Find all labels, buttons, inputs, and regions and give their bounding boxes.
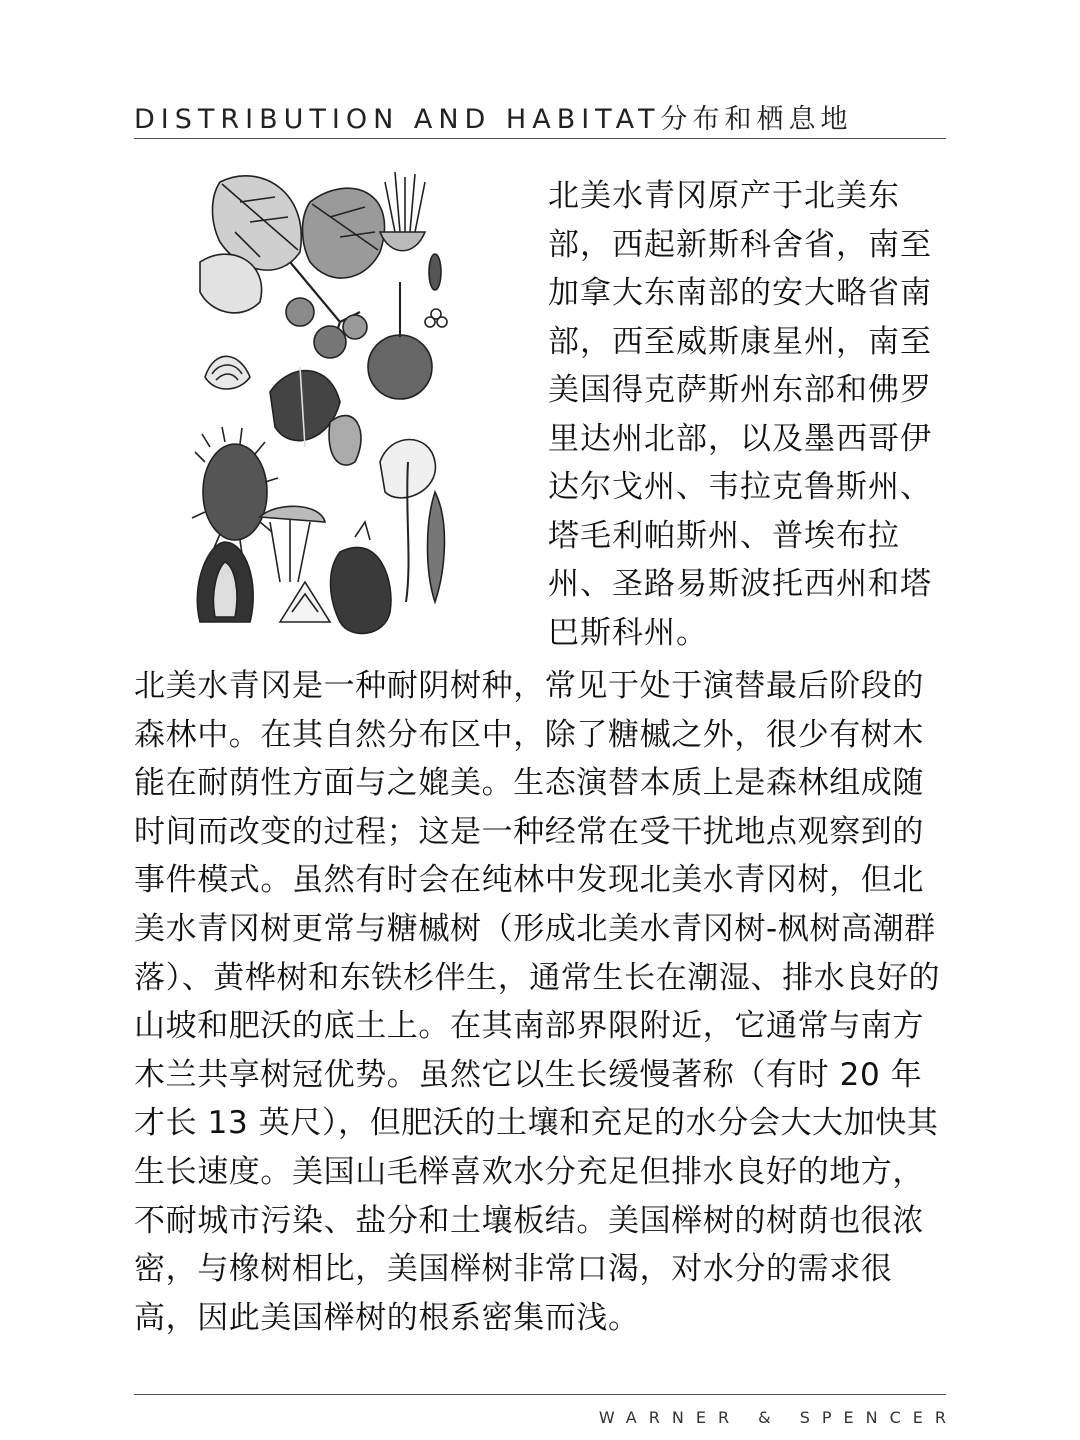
page-header (134, 100, 954, 140)
header-divider (134, 138, 946, 139)
botanical-illustration (180, 162, 460, 642)
header-title-cn: 分布和栖息地 (660, 104, 853, 135)
footer-divider (134, 1394, 946, 1395)
intro-paragraph: 北美水青冈原产于北美东部，西起新斯科舍省，南至加拿大东南部的安大略省南部，西至威斯康星州，南至美国得克萨斯州东部和佛罗里达州北部，以及墨西哥伊达尔戈州、韦拉克鲁斯州、塔毛利帕斯州、普埃布拉州、圣路易斯波托西州和塔巴斯科州。 (548, 178, 932, 651)
header-title-en: DISTRIBUTION AND HABITAT (134, 104, 661, 135)
main-paragraph: 北美水青冈是一种耐阴树种，常见于处于演替最后阶段的森林中。在其自然分布区中，除了糖槭之外，很少有树木能在耐荫性方面与之媲美。生态演替本质上是森林组成随时间而改变的过程；这是一种经常在受干扰地点观察到的事件模式。虽然有时会在纯林中发现北美水青冈树，但北美水青冈树更常与糖槭树（形成北美水青冈树-枫树高潮群落）、黄桦树和东铁杉伴生，通常生长在潮湿、排水良好的山坡和肥沃的底土上。在其南部界限附近，它通常与南方木兰共享树冠优势。虽然它以生长缓慢著称（有时 20 年才长 13 英尺），但肥沃的土壤和充足的水分会大大加快其生长速度。美国山毛榉喜欢水分充足但排水良好的地方，不耐城市污染、盐分和土壤板结。美国榉树的树荫也很浓密，与橡树相比，美国榉树非常口渴，对水分的需求很高，因此美国榉树的根系密集而浅。 (134, 668, 941, 1336)
footer-brand: WARNER & SPENCER (598, 1408, 958, 1427)
